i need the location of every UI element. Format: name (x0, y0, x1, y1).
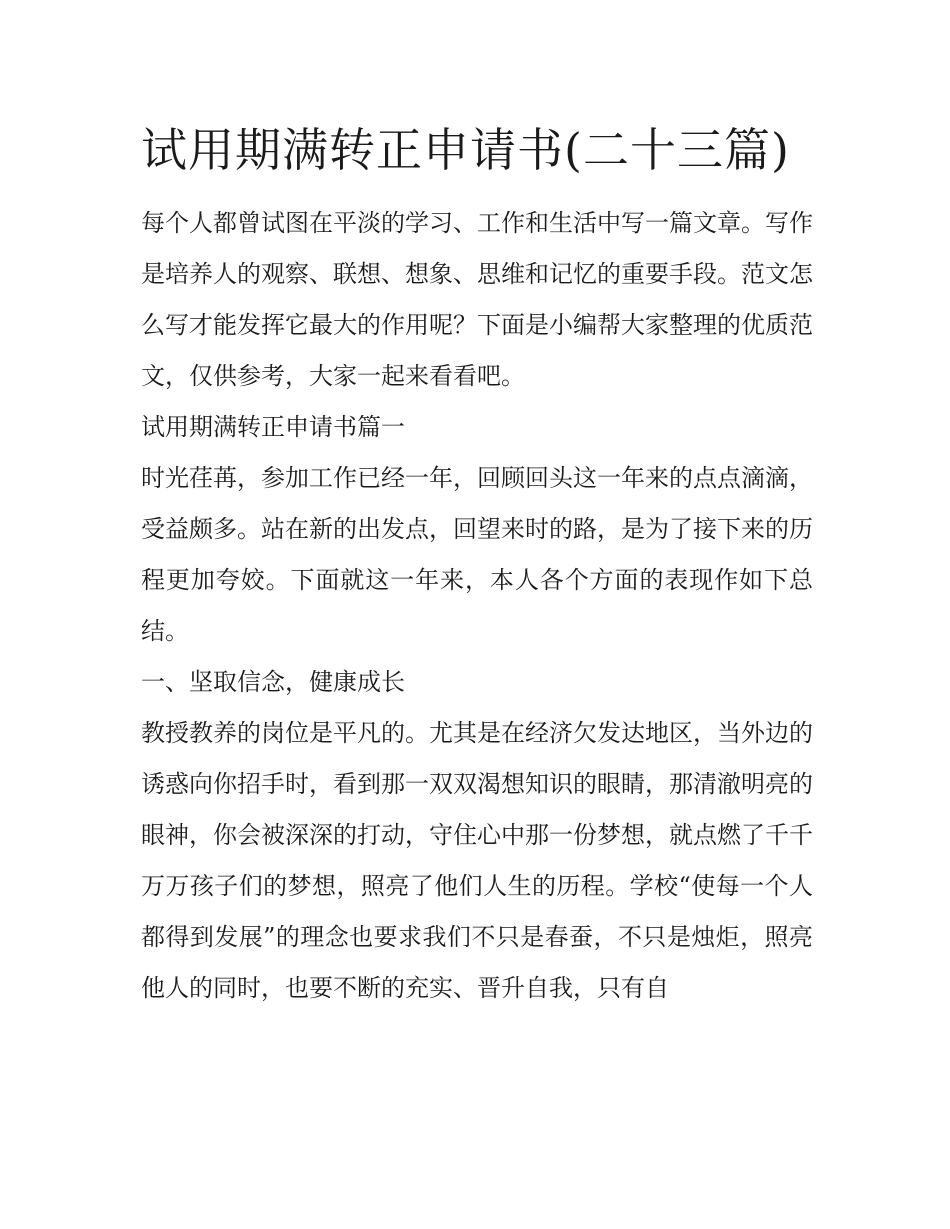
subsection-heading: 一、坚取信念，健康成长 (141, 668, 405, 696)
section-heading-part-one: 试用期满转正申请书篇一 (141, 413, 405, 441)
document-page (141, 112, 813, 1014)
body-paragraph: 时光荏苒，参加工作已经一年，回顾回头这一年来的点点滴滴，受益颇多。站在新的出发点，回望来时的路，是为了接下来的历程更加夸姣。下面就这一年来，本人各个方面的表现作如下总结。 (141, 464, 813, 645)
document-title: 试用期满转正申请书(二十三篇) (141, 123, 790, 177)
intro-paragraph: 每个人都曾试图在平淡的学习、工作和生活中写一篇文章。写作是培养人的观察、联想、想象、思维和记忆的重要手段。范文怎么写才能发挥它最大的作用呢？下面是小编帮大家整理的优质范文，仅供参考，大家一起来看看吧。 (141, 209, 813, 390)
body-paragraph: 教授教养的岗位是平凡的。尤其是在经济欠发达地区，当外边的诱惑向你招手时，看到那一双双渴想知识的眼睛，那清澈明亮的眼神，你会被深深的打动，守住心中那一份梦想，就点燃了千千万万孩子们的梦想，照亮了他们人生的历程。学校“使每一个人都得到发展”的理念也要求我们不只是春蚕，不只是烛炬，照亮他人的同时，也要不断的充实、晋升自我，只有自 (141, 719, 813, 1002)
